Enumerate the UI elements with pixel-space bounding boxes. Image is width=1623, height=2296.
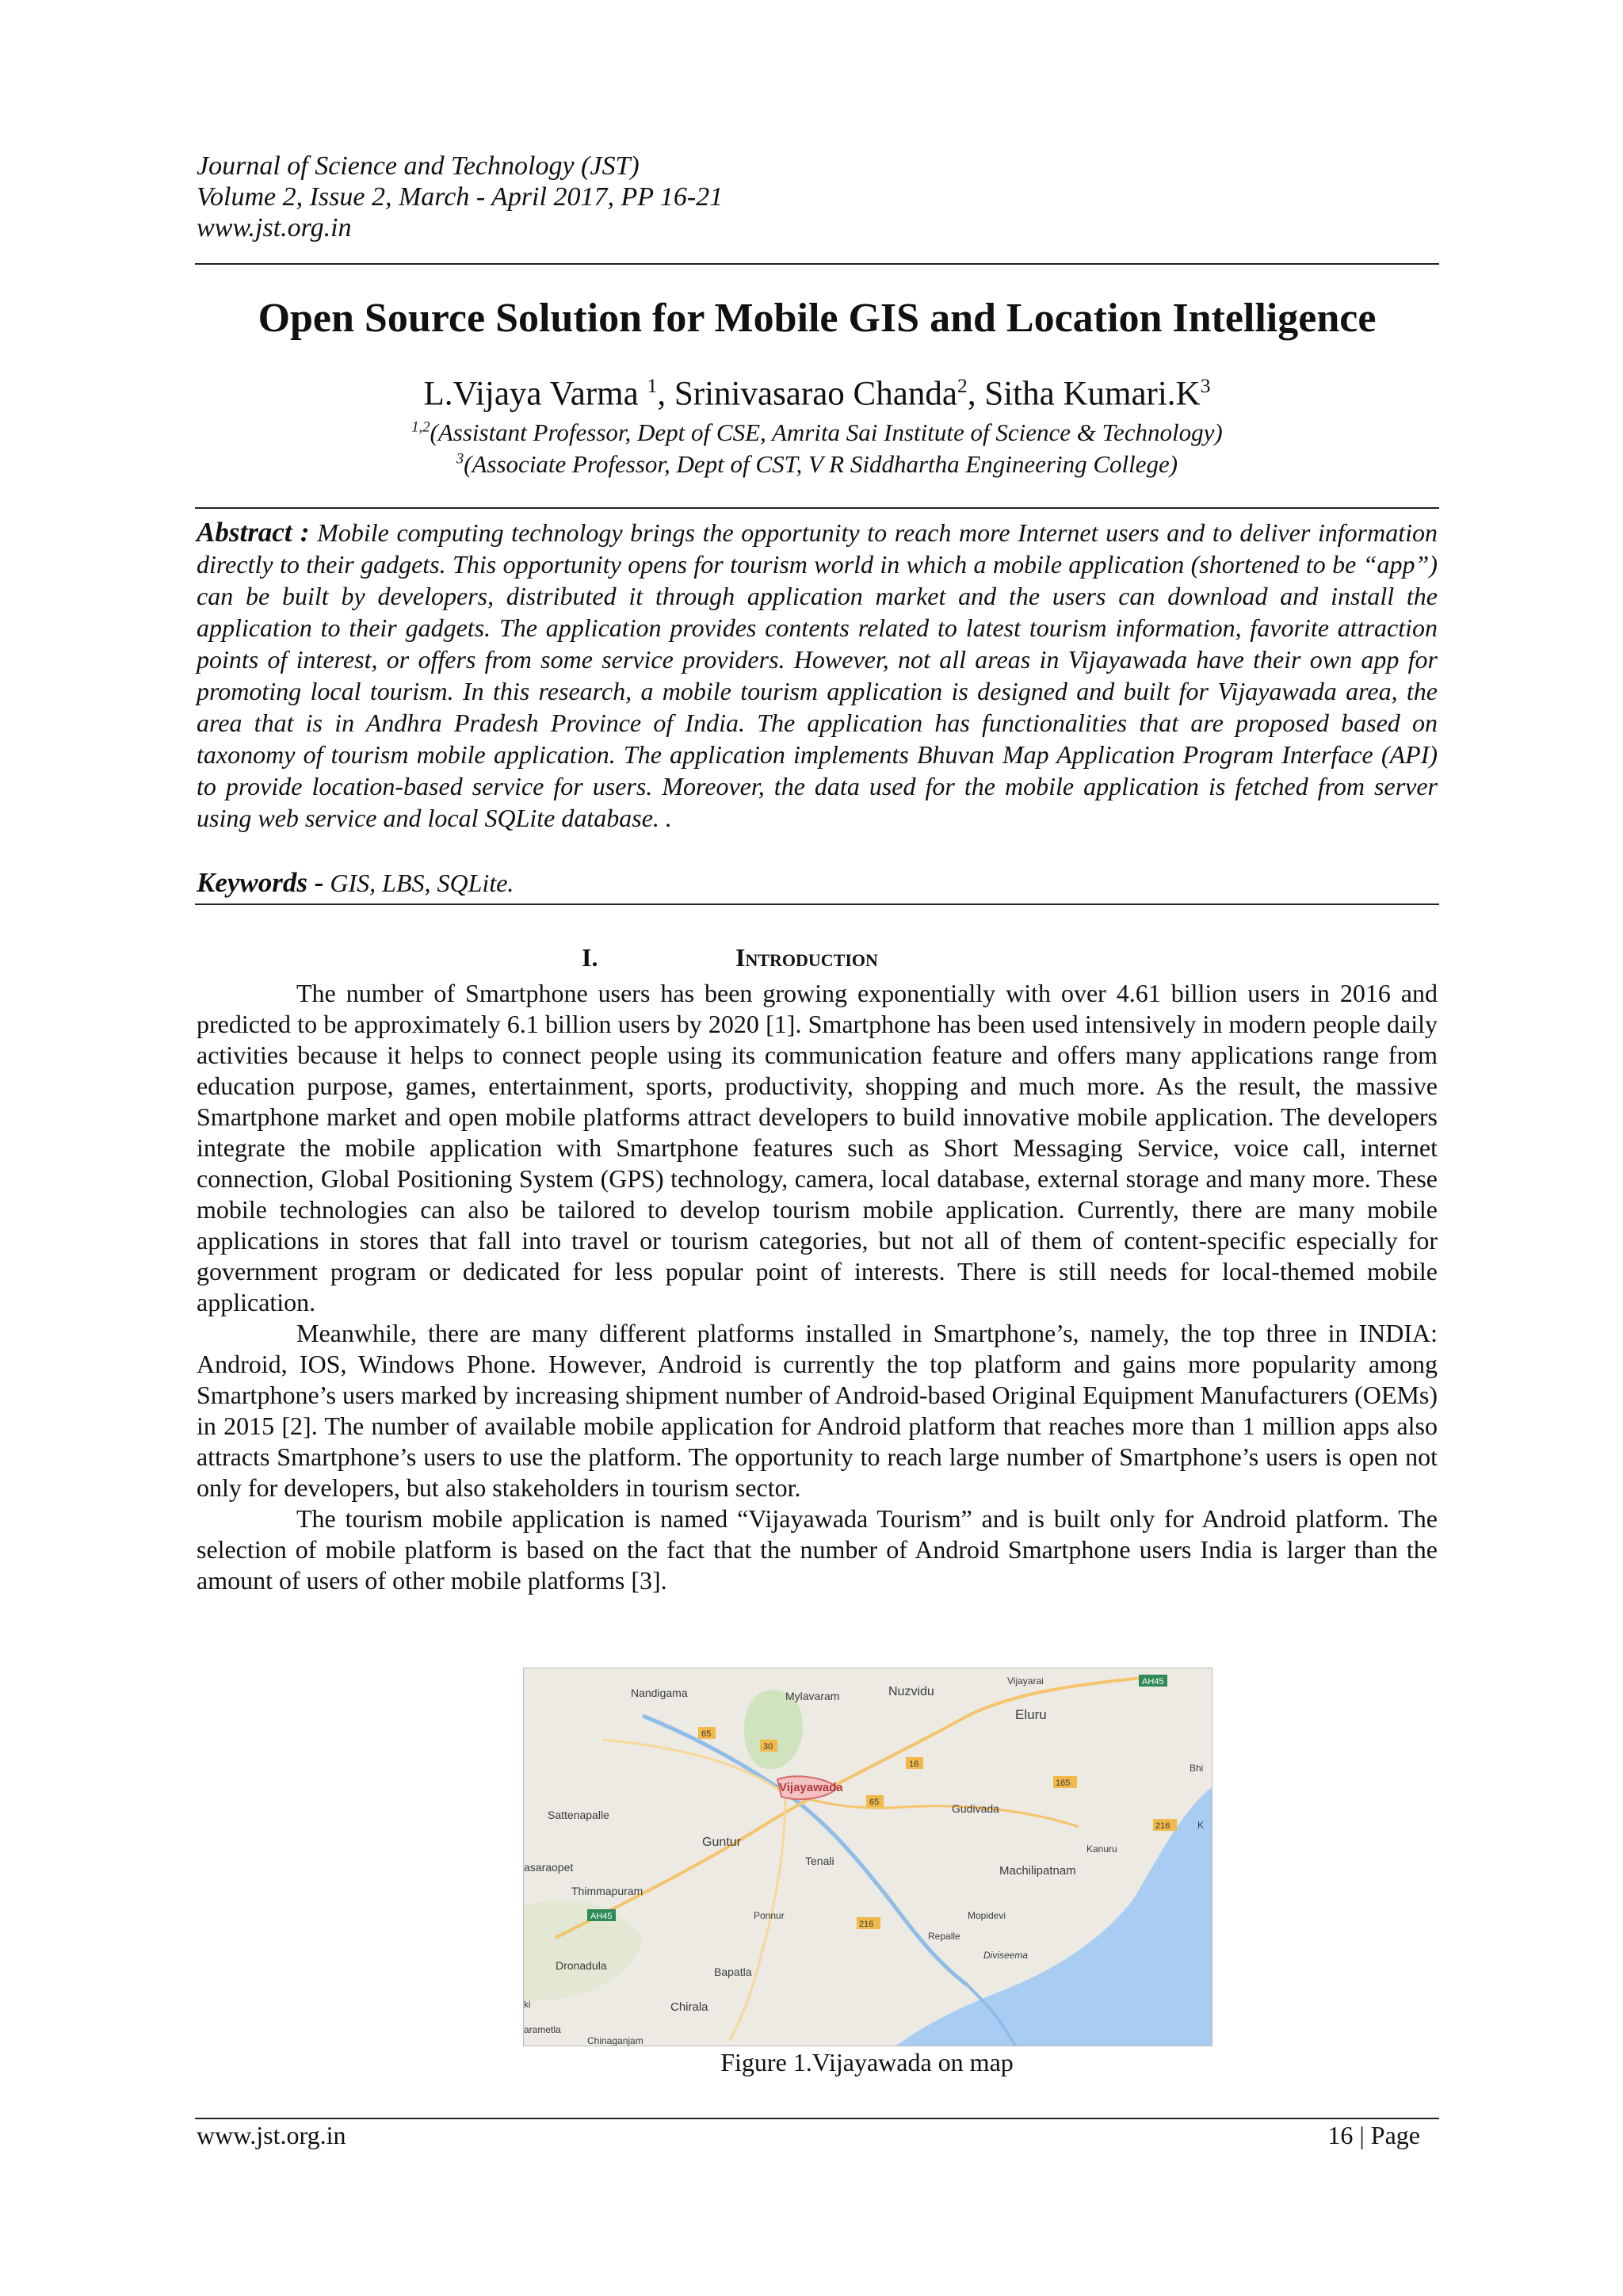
intro-body: [197, 978, 1438, 1596]
map-label-edge: K: [1197, 1820, 1205, 1831]
map-label-mopidevi: Mopidevi: [968, 1910, 1006, 1921]
road-shield-label: 216: [859, 1920, 874, 1929]
author-3-sup: 3: [1200, 374, 1211, 397]
map-label-chirala: Chirala: [670, 2000, 708, 2014]
road-shield-label: 165: [1056, 1778, 1071, 1788]
map-label-eluru: Eluru: [1015, 1707, 1047, 1722]
map-label-mylavaram: Mylavaram: [785, 1690, 840, 1702]
section-title: Introduction: [735, 943, 878, 972]
abstract-bottom-rule: [195, 904, 1439, 905]
keywords-label: Keywords -: [197, 867, 324, 898]
keywords: [197, 867, 514, 899]
map-label-thimmapuram: Thimmapuram: [571, 1885, 643, 1897]
map-label-sattenapalle: Sattenapalle: [548, 1809, 609, 1821]
map-label-diviseema: Diviseema: [983, 1950, 1029, 1961]
author-2: , Srinivasarao Chanda: [657, 375, 957, 413]
section-number: I.: [582, 943, 598, 972]
road-shield-label: 216: [1155, 1821, 1170, 1831]
road-shield-label: 65: [869, 1797, 880, 1807]
paper-title: Open Source Solution for Mobile GIS and Location Intelligence: [258, 296, 1377, 341]
affiliation-1-text: (Assistant Professor, Dept of CSE, Amrita Sai Institute of Science & Technology): [430, 418, 1223, 446]
affiliation-1: [195, 418, 1439, 447]
map-label-repalle: Repalle: [928, 1931, 960, 1942]
map-label-dronadula: Dronadula: [556, 1959, 607, 1972]
footer-rule: [195, 2118, 1439, 2119]
map-label-ponnur: Ponnur: [754, 1910, 785, 1921]
affiliation-2-text: (Associate Professor, Dept of CST, V R Siddhartha Engineering College): [464, 450, 1178, 478]
footer-page-number: 16 | Page: [1327, 2121, 1420, 2149]
affiliation-2-sup: 3: [456, 450, 464, 468]
journal-name: Journal of Science and Technology (JST): [197, 151, 640, 181]
author-2-sup: 2: [957, 374, 968, 397]
map-label-bapatla: Bapatla: [714, 1966, 752, 1978]
affiliation-2: [195, 450, 1439, 479]
author-1-sup: 1: [647, 374, 658, 397]
road-shield-label: 30: [763, 1742, 773, 1752]
author-1: L.Vijaya Varma: [423, 375, 647, 413]
header-rule: [195, 263, 1439, 265]
map-label-arametla: arametla: [524, 2024, 561, 2035]
map-label-vijayarai: Vijayarai: [1007, 1675, 1044, 1687]
map-label-bhi: Bhi: [1190, 1763, 1204, 1774]
journal-url[interactable]: www.jst.org.in: [197, 213, 352, 243]
paragraph: The tourism mobile application is named “Vijayawada Tourism” and is built only for Android platform. The selection of mobile platform is based on the fact that the number of Android Smartphone users India is larger than the amount of users of other mobile platforms [3].: [197, 1504, 1438, 1595]
road-shield-label: 16: [909, 1759, 919, 1769]
map-label-guntur: Guntur: [702, 1836, 741, 1849]
road-shield-label: AH45: [1142, 1677, 1164, 1687]
map-label-ki: ki: [524, 1999, 531, 2010]
map-label-nuzvidu: Nuzvidu: [888, 1685, 934, 1698]
journal-volume: Volume 2, Issue 2, March - April 2017, PP 16-21: [197, 182, 724, 212]
road-shield-label: AH45: [590, 1912, 613, 1921]
map-label-kanuru: Kanuru: [1086, 1843, 1117, 1855]
figure-caption: Figure 1.Vijayawada on map: [720, 2048, 1014, 2076]
paragraph: Meanwhile, there are many different platforms installed in Smartphone’s, namely, the top three in INDIA: Android, IOS, Windows Phone. However, Android is currently the top platform and gains more popularity among Smartphone’s users marked by increasing shipment number of Android-based Original Equipment Manufacturers (OEMs) in 2015 [2]. The number of available mobile application for Android platform that reaches more than 1 million apps also attracts Smartphone’s users to use the platform. The opportunity to reach large number of Smartphone’s users is open not only for developers, but also stakeholders in tourism sector.: [197, 1319, 1438, 1502]
road-shield-label: 65: [701, 1729, 712, 1739]
map-label-machilipatnam: Machilipatnam: [999, 1864, 1076, 1878]
footer-url[interactable]: www.jst.org.in: [197, 2121, 346, 2149]
map-label-vijayawada: Vijayawada: [779, 1781, 843, 1794]
vijayawada-map-figure: [523, 1668, 1212, 2046]
journal-header: [197, 151, 723, 243]
paragraph: The number of Smartphone users has been growing exponentially with over 4.61 billion users in 2016 and predicted to be approximately 6.1 billion users by 2020 [1]. Smartphone has been used intensively in modern people daily activities because it helps to connect people using its communication feature and offers many applications range from education purpose, games, entertainment, sports, productivity, shopping and much more. As the result, the massive Smartphone market and open mobile platforms attract developers to build innovative mobile application. The developers integrate the mobile application with Smartphone features such as Short Messaging Service, voice call, internet connection, Global Positioning System (GPS) technology, camera, local database, external storage and many more. These mobile technologies can also be tailored to develop tourism mobile application. Currently, there are many mobile applications in stores that fall into travel or tourism categories, but not all of them of content-specific especially for government program or dedicated for less popular point of interests. There is still needs for local-themed mobile application.: [197, 979, 1438, 1316]
map-label-chinaganjam: Chinaganjam: [587, 2035, 643, 2046]
abstract-label: Abstract :: [197, 517, 310, 548]
author-line: [195, 374, 1439, 413]
map-label-nandigama: Nandigama: [631, 1687, 688, 1699]
abstract: [197, 517, 1438, 834]
map-label-narasaraopet: asaraopet: [524, 1861, 574, 1874]
map-label-gudivada: Gudivada: [952, 1802, 999, 1815]
abstract-text: Mobile computing technology brings the opportunity to reach more Internet users and to deliver information directly to their gadgets. This opportunity opens for tourism world in which a mobile application (shortened to be “app”) can be built by developers, distributed it through application market and the users can download and install the application to their gadgets. The application provides contents related to latest tourism information, favorite attraction points of interest, or offers from some service providers. However, not all areas in Vijayawada have their own app for promoting local tourism. In this research, a mobile tourism application is designed and built for Vijayawada area, the area that is in Andhra Pradesh Province of India. The application has functionalities that are proposed based on taxonomy of tourism mobile application. The application implements Bhuvan Map Application Program Interface (API) to provide location-based service for users. Moreover, the data used for the mobile application is fetched from server using web service and local SQLite database. .: [197, 518, 1438, 832]
affiliation-1-sup: 1,2: [411, 418, 430, 436]
abstract-top-rule: [195, 507, 1439, 509]
map-image: [524, 1668, 1212, 2046]
map-label-tenali: Tenali: [805, 1855, 834, 1867]
keywords-text: GIS, LBS, SQLite.: [330, 869, 514, 897]
author-sep: ,: [967, 375, 985, 413]
author-3: Sitha Kumari.K: [984, 375, 1201, 413]
